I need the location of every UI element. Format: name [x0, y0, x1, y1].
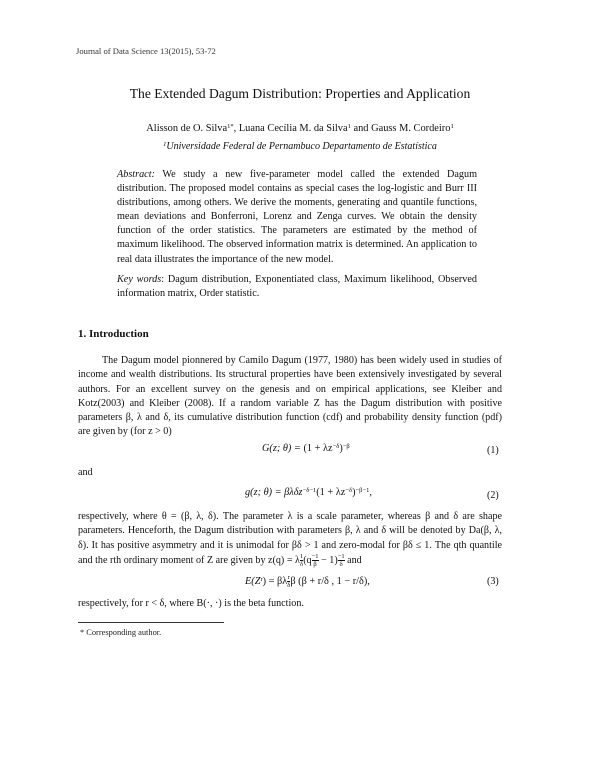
affiliation-text: Universidade Federal de Pernambuco Departamento de Estatística [166, 141, 437, 152]
author-separator: and [350, 123, 372, 134]
author-2: Luana Cecília M. da Silva [238, 123, 348, 134]
p2-mid-2: − 1) [318, 554, 338, 566]
keywords-text: : Dagum distribution, Exponentiated class, Maximum likelihood, Observed information matrix, Order statistic. [117, 274, 477, 300]
equation-2 [245, 487, 372, 498]
p2-frac-1-num: 1 [299, 552, 304, 560]
eq1-sup: −δ [332, 443, 340, 450]
eq3-mid: ) = βλ [262, 575, 288, 587]
footnote-rule [78, 622, 224, 623]
affiliation-mark: 1 [163, 141, 167, 148]
author-2-mark: 1 [347, 123, 351, 130]
eq2-tail: ) [352, 487, 356, 498]
equation-1-number: (1) [487, 445, 499, 456]
eq2-mid: (1 + λz [316, 487, 346, 498]
affiliation [0, 141, 600, 152]
eq1-tail: ) [339, 443, 343, 454]
intro-paragraph-2 [78, 510, 502, 568]
eq1-lhs: G(z; θ) = [262, 443, 304, 454]
equation-3 [245, 574, 370, 589]
p2-frac-2 [312, 553, 319, 568]
footnote [80, 628, 161, 637]
equation-3-number: (3) [487, 576, 499, 587]
author-3-mark: 1 [450, 123, 454, 130]
p2-frac-2-den: β [313, 560, 317, 568]
intro-paragraph-1 [78, 354, 502, 440]
paper-title: The Extended Dagum Distribution: Properties and Application [129, 86, 471, 101]
equation-1 [262, 443, 350, 454]
eq3-rhs: β (β + r/δ , 1 − r/δ), [290, 575, 370, 587]
author-1-mark: 1* [227, 123, 234, 130]
eq3-frac-den: δ [287, 582, 291, 589]
author-3: Gauss M. Cordeiro [371, 123, 451, 134]
journal-header: Journal of Data Science 13(2015), 53-72 [76, 46, 216, 56]
eq2-end: , [369, 487, 372, 498]
p2-frac-3-den: δ [339, 560, 343, 568]
abstract-text: We study a new five-parameter model called the extended Dagum distribution. The proposed model contains as special cases the log-logistic and Burr III distributions, among others. We derive the moments, generating and quantile functions, mean deviations and Bonferroni, Lorenz and Zenga curves. We obtain the density function of the order statistics. The parameters are estimated by the method of maximum likelihood. The observed information matrix is determined. An application to real data illustrates the importance of the new model. [117, 169, 477, 265]
eq2-sup-2: −δ [345, 487, 353, 494]
abstract [117, 168, 477, 267]
p2-frac-3 [338, 553, 345, 568]
intro-text: The Dagum model pionnered by Camilo Dagum (1977, 1980) has been widely used in studies of income and wealth distributions. Its structural properties have been extensively investigated by several authors. For an excellent survey on the genesis and on empirical applications, see Kleiber and Kotz(2003) and Kleiber (2008). If a random variable Z has the Dagum distribution with positive parameters β, λ and δ, its cumulative distribution function (cdf) and probability density function (pdf) are given by (for z > 0) [78, 355, 502, 438]
author-separator: , [233, 123, 239, 134]
connector-and: and [78, 467, 93, 478]
eq1-outer-sup: −β [342, 443, 350, 450]
footnote-text: Corresponding author. [84, 628, 162, 637]
eq3-frac-num: r [287, 574, 290, 581]
eq2-lhs: g(z; θ) = βλδz [245, 487, 303, 498]
p2-text: respectively, where θ = (β, λ, δ). The parameter λ is a scale parameter, whereas β and δ are shape parameters. Henceforth, the Dagum distribution with parameters β, λ and δ will be denoted by Da(β, λ, δ). It has positive asymmetry and it is unimodal for βδ > 1 and zero-modal for βδ ≤ 1. The qth quantile and the rth ordinary moment of Z are given by z(q) = λ [78, 511, 502, 566]
eq3-lhs: E(Z [245, 575, 261, 587]
abstract-label: Abstract: [117, 169, 155, 180]
keywords [117, 273, 477, 301]
intro-paragraph-3: respectively, for r < δ, where B(·, ·) is the beta function. [78, 598, 304, 609]
section-heading: 1. Introduction [78, 328, 149, 340]
p2-frac-3-num: −1 [337, 552, 345, 560]
author-1: Alisson de O. Silva [146, 123, 228, 134]
equation-2-number: (2) [487, 490, 499, 501]
eq2-sup-1: −δ−1 [302, 487, 317, 494]
p2-end: and [344, 554, 362, 566]
p2-frac-1-den: δ [300, 560, 304, 568]
footnote-mark: * [80, 628, 85, 637]
author-list [0, 123, 600, 134]
keywords-label: Key words [117, 274, 162, 285]
eq3-sup: r [260, 575, 263, 583]
p2-frac-2-num: −1 [311, 552, 319, 560]
p2-mid: (q [303, 554, 312, 566]
eq1-body: (1 + λz [303, 443, 333, 454]
eq2-sup-3: −β−1 [355, 487, 370, 494]
